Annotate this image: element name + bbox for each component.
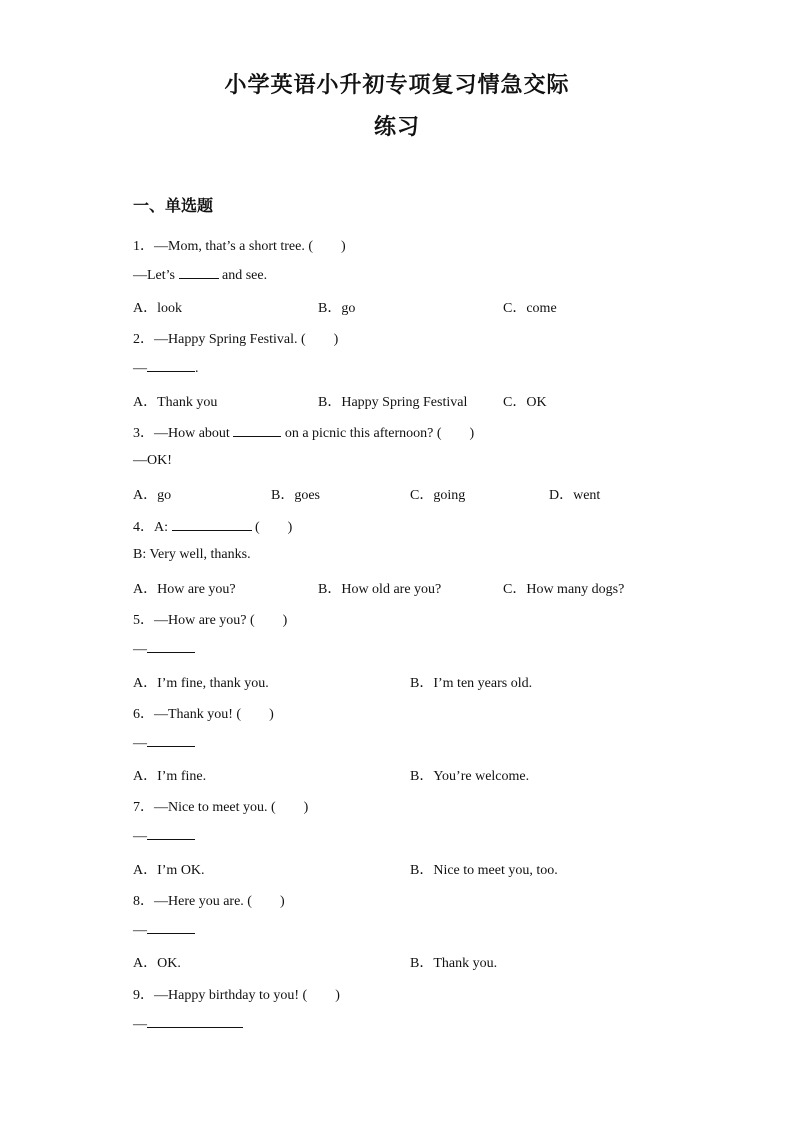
title-line-1: 小学英语小升初专项复习情急交际: [224, 72, 570, 97]
q4-option-b[interactable]: B．How old are you?: [318, 582, 442, 597]
q2-response-end: .: [195, 361, 199, 376]
q8-option-b[interactable]: B．Thank you.: [410, 956, 498, 971]
q3-stem-start: 3．—How about: [133, 426, 234, 441]
q1-option-a[interactable]: A．look: [133, 301, 182, 316]
q2-response-start: —: [133, 361, 147, 376]
q4-stem: [133, 516, 292, 536]
q2-blank: [147, 359, 195, 372]
q1-option-c[interactable]: C．come: [503, 301, 557, 316]
q3-blank: [233, 424, 281, 437]
q5-response-dash: —: [133, 642, 147, 657]
q7-option-a[interactable]: A．I’m OK.: [133, 863, 205, 878]
q4-stem-end: ( ): [251, 520, 293, 535]
q4-option-c[interactable]: C．How many dogs?: [503, 582, 625, 597]
q9-blank: [147, 1015, 243, 1028]
q9-stem: 9．—Happy birthday to you! ( ): [133, 988, 340, 1003]
q2-response: [133, 359, 199, 377]
q8-response: [133, 921, 195, 939]
q2-option-a[interactable]: A．Thank you: [133, 395, 218, 410]
q6-response: [133, 734, 195, 752]
q1-blank: [179, 266, 219, 279]
q1-response: [133, 266, 267, 284]
q2-stem: 2．—Happy Spring Festival. ( ): [133, 332, 339, 347]
q6-stem: 6．—Thank you! ( ): [133, 707, 274, 722]
q3-option-d[interactable]: D．went: [549, 488, 601, 503]
q3-option-a[interactable]: A．go: [133, 488, 172, 503]
q1-response-start: —Let’s: [133, 268, 179, 283]
q5-option-a[interactable]: A．I’m fine, thank you.: [133, 676, 269, 691]
section-heading: 一、单选题: [133, 198, 214, 215]
q1-response-end: and see.: [218, 268, 268, 283]
q4-stem-start: 4．A:: [133, 520, 172, 535]
q3-stem-end: on a picnic this afternoon? ( ): [281, 426, 475, 441]
q8-stem: 8．—Here you are. ( ): [133, 894, 285, 909]
q5-stem: 5．—How are you? ( ): [133, 613, 288, 628]
q6-option-b[interactable]: B．You’re welcome.: [410, 769, 530, 784]
q3-option-b[interactable]: B．goes: [271, 488, 320, 503]
q7-stem: 7．—Nice to meet you. ( ): [133, 800, 309, 815]
q7-response-dash: —: [133, 829, 147, 844]
q7-response: [133, 827, 195, 845]
q8-blank: [147, 921, 195, 934]
q3-option-c[interactable]: C．going: [410, 488, 466, 503]
q8-response-dash: —: [133, 923, 147, 938]
q2-option-c[interactable]: C．OK: [503, 395, 547, 410]
title-line-2: 练习: [373, 114, 420, 139]
q4-blank: [172, 518, 252, 531]
q5-response: [133, 640, 195, 658]
q1-stem: 1．—Mom, that’s a short tree. ( ): [133, 239, 346, 254]
q5-blank: [147, 640, 195, 653]
q3-response: —OK!: [133, 453, 172, 468]
q9-response-dash: —: [133, 1017, 147, 1032]
q6-option-a[interactable]: A．I’m fine.: [133, 769, 207, 784]
q9-response: [133, 1015, 243, 1033]
q7-option-b[interactable]: B．Nice to meet you, too.: [410, 863, 558, 878]
q1-option-b[interactable]: B．go: [318, 301, 356, 316]
q8-option-a[interactable]: A．OK.: [133, 956, 181, 971]
q7-blank: [147, 827, 195, 840]
q5-option-b[interactable]: B．I’m ten years old.: [410, 676, 533, 691]
q4-option-a[interactable]: A．How are you?: [133, 582, 236, 597]
q3-stem: [133, 422, 474, 442]
q6-blank: [147, 734, 195, 747]
q2-option-b[interactable]: B．Happy Spring Festival: [318, 395, 468, 410]
q6-response-dash: —: [133, 736, 147, 751]
q4-response: B: Very well, thanks.: [133, 547, 251, 562]
